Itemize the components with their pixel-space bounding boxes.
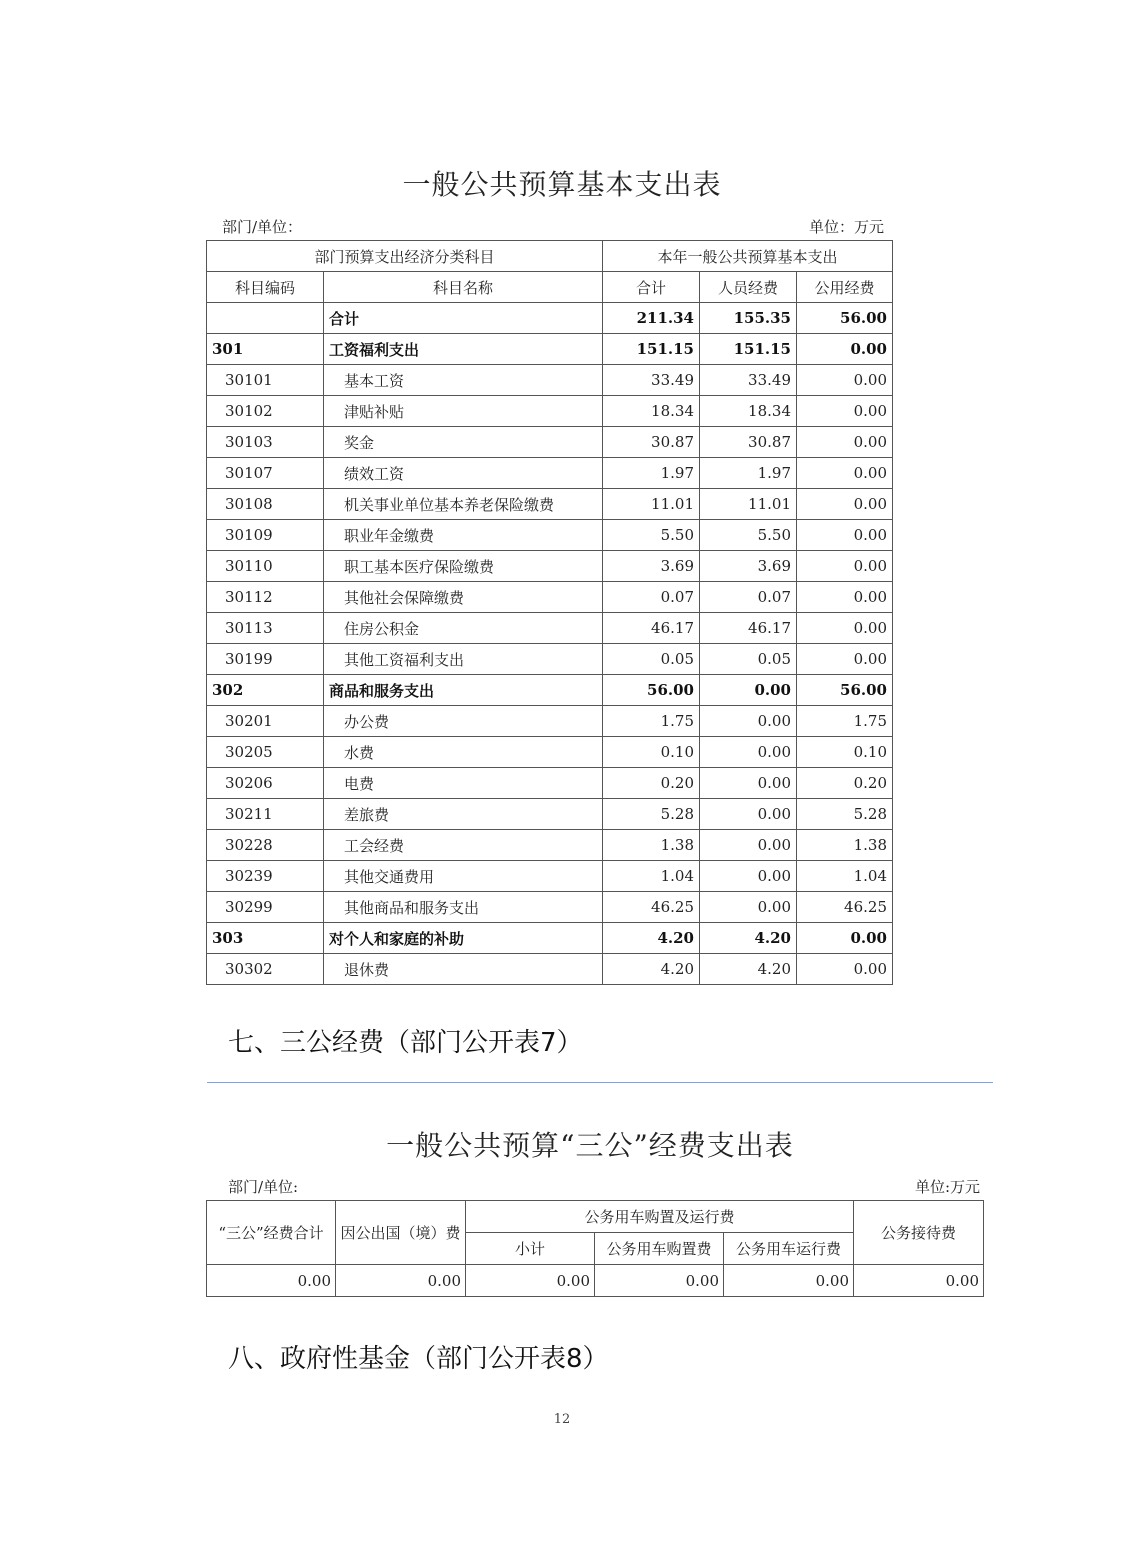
row-total: 11.01 — [603, 489, 700, 520]
basic-expenditure-table — [206, 240, 893, 985]
row-code: 30205 — [207, 737, 324, 768]
row-name: 其他商品和服务支出 — [324, 892, 603, 923]
row-code: 30228 — [207, 830, 324, 861]
value-three-total: 0.00 — [207, 1265, 336, 1297]
table-row — [207, 582, 893, 613]
table-row — [207, 954, 893, 985]
table-row — [207, 799, 893, 830]
row-code: 30302 — [207, 954, 324, 985]
section7-heading: 七、三公经费（部门公开表7） — [228, 1028, 583, 1058]
row-total: 33.49 — [603, 365, 700, 396]
row-name: 工会经费 — [324, 830, 603, 861]
row-total: 30.87 — [603, 427, 700, 458]
col-header-subtotal: 小计 — [466, 1233, 595, 1265]
divider-line — [207, 1082, 993, 1083]
row-total: 56.00 — [603, 675, 700, 706]
row-public: 0.00 — [797, 923, 893, 954]
row-total: 211.34 — [603, 303, 700, 334]
row-total: 0.05 — [603, 644, 700, 675]
row-personnel: 1.97 — [700, 458, 797, 489]
row-code: 30110 — [207, 551, 324, 582]
table-row — [207, 675, 893, 706]
table-row — [207, 303, 893, 334]
col-header-total: 合计 — [603, 272, 700, 303]
page-number: 12 — [553, 1412, 571, 1427]
row-total: 46.17 — [603, 613, 700, 644]
row-personnel: 0.00 — [700, 830, 797, 861]
header-group-right: 本年一般公共预算基本支出 — [603, 241, 893, 272]
row-name: 其他交通费用 — [324, 861, 603, 892]
row-public: 1.04 — [797, 861, 893, 892]
row-public: 0.00 — [797, 582, 893, 613]
table-row — [207, 396, 893, 427]
row-name: 退休费 — [324, 954, 603, 985]
row-code: 303 — [207, 923, 324, 954]
three-public-expenses-table — [206, 1200, 984, 1297]
table-row — [207, 830, 893, 861]
table-row — [207, 365, 893, 396]
row-code: 30102 — [207, 396, 324, 427]
row-personnel: 4.20 — [700, 954, 797, 985]
row-total: 1.38 — [603, 830, 700, 861]
row-name: 津贴补贴 — [324, 396, 603, 427]
row-total: 1.75 — [603, 706, 700, 737]
col-header-name: 科目名称 — [324, 272, 603, 303]
row-total: 0.20 — [603, 768, 700, 799]
row-personnel: 33.49 — [700, 365, 797, 396]
table-row — [207, 892, 893, 923]
row-personnel: 0.00 — [700, 737, 797, 768]
table-row — [207, 427, 893, 458]
value-vehicle-operation: 0.00 — [724, 1265, 854, 1297]
row-name: 其他社会保障缴费 — [324, 582, 603, 613]
row-public: 56.00 — [797, 675, 893, 706]
row-personnel: 5.50 — [700, 520, 797, 551]
row-total: 4.20 — [603, 923, 700, 954]
row-personnel: 0.07 — [700, 582, 797, 613]
value-subtotal: 0.00 — [466, 1265, 595, 1297]
row-public: 0.00 — [797, 954, 893, 985]
table2-title: 一般公共预算“三公”经费支出表 — [386, 1129, 794, 1162]
row-total: 4.20 — [603, 954, 700, 985]
row-code — [207, 303, 324, 334]
row-code: 30239 — [207, 861, 324, 892]
row-total: 0.10 — [603, 737, 700, 768]
row-code: 30199 — [207, 644, 324, 675]
table1-unit-label: 单位：万元 — [808, 218, 884, 236]
row-name: 住房公积金 — [324, 613, 603, 644]
table-row — [207, 458, 893, 489]
table-row — [207, 551, 893, 582]
row-public: 0.00 — [797, 489, 893, 520]
row-code: 30113 — [207, 613, 324, 644]
row-name: 电费 — [324, 768, 603, 799]
row-name: 办公费 — [324, 706, 603, 737]
row-public: 46.25 — [797, 892, 893, 923]
row-code: 30299 — [207, 892, 324, 923]
row-name: 职业年金缴费 — [324, 520, 603, 551]
row-public: 56.00 — [797, 303, 893, 334]
row-total: 1.04 — [603, 861, 700, 892]
row-personnel: 0.00 — [700, 861, 797, 892]
row-public: 0.10 — [797, 737, 893, 768]
row-total: 46.25 — [603, 892, 700, 923]
row-public: 0.20 — [797, 768, 893, 799]
row-public: 0.00 — [797, 427, 893, 458]
row-code: 30112 — [207, 582, 324, 613]
table-row — [207, 706, 893, 737]
row-personnel: 0.00 — [700, 892, 797, 923]
col-header-public: 公用经费 — [797, 272, 893, 303]
table-row — [207, 737, 893, 768]
value-vehicle-purchase: 0.00 — [595, 1265, 724, 1297]
col-header-personnel: 人员经费 — [700, 272, 797, 303]
table1-dept-label: 部门/单位： — [222, 218, 303, 236]
col-header-vehicle-purchase: 公务用车购置费 — [595, 1233, 724, 1265]
col-header-abroad: 因公出国（境）费 — [336, 1201, 466, 1265]
col-header-reception: 公务接待费 — [854, 1201, 984, 1265]
row-personnel: 0.00 — [700, 799, 797, 830]
row-code: 30109 — [207, 520, 324, 551]
row-personnel: 46.17 — [700, 613, 797, 644]
row-public: 0.00 — [797, 551, 893, 582]
table-row — [207, 644, 893, 675]
value-reception: 0.00 — [854, 1265, 984, 1297]
table2-unit-label: 单位:万元 — [914, 1178, 980, 1196]
row-total: 3.69 — [603, 551, 700, 582]
table-row — [207, 489, 893, 520]
section8-heading: 八、政府性基金（部门公开表8） — [228, 1344, 609, 1374]
header-group-left: 部门预算支出经济分类科目 — [207, 241, 603, 272]
col-header-code: 科目编码 — [207, 272, 324, 303]
row-name: 机关事业单位基本养老保险缴费 — [324, 489, 603, 520]
row-code: 30206 — [207, 768, 324, 799]
row-total: 5.50 — [603, 520, 700, 551]
table1-body — [207, 303, 893, 985]
row-personnel: 11.01 — [700, 489, 797, 520]
row-total: 18.34 — [603, 396, 700, 427]
row-name: 工资福利支出 — [324, 334, 603, 365]
table-row — [207, 613, 893, 644]
table-row — [207, 520, 893, 551]
table2-dept-label: 部门/单位: — [228, 1178, 299, 1196]
row-total: 0.07 — [603, 582, 700, 613]
row-public: 0.00 — [797, 458, 893, 489]
row-personnel: 18.34 — [700, 396, 797, 427]
row-personnel: 4.20 — [700, 923, 797, 954]
row-public: 0.00 — [797, 520, 893, 551]
row-code: 30201 — [207, 706, 324, 737]
row-public: 1.75 — [797, 706, 893, 737]
row-code: 30107 — [207, 458, 324, 489]
table-row — [207, 861, 893, 892]
row-personnel: 151.15 — [700, 334, 797, 365]
row-public: 5.28 — [797, 799, 893, 830]
row-name: 合计 — [324, 303, 603, 334]
col-header-three-total: “三公”经费合计 — [207, 1201, 336, 1265]
row-public: 0.00 — [797, 334, 893, 365]
row-public: 0.00 — [797, 365, 893, 396]
row-personnel: 30.87 — [700, 427, 797, 458]
row-personnel: 0.05 — [700, 644, 797, 675]
row-name: 职工基本医疗保险缴费 — [324, 551, 603, 582]
row-code: 30101 — [207, 365, 324, 396]
row-name: 基本工资 — [324, 365, 603, 396]
row-personnel: 3.69 — [700, 551, 797, 582]
row-public: 0.00 — [797, 396, 893, 427]
row-personnel: 0.00 — [700, 768, 797, 799]
row-name: 对个人和家庭的补助 — [324, 923, 603, 954]
table1-title: 一般公共预算基本支出表 — [402, 168, 722, 201]
row-total: 5.28 — [603, 799, 700, 830]
col-header-vehicle-group: 公务用车购置及运行费 — [466, 1201, 854, 1233]
row-public: 0.00 — [797, 613, 893, 644]
row-name: 绩效工资 — [324, 458, 603, 489]
table-row — [207, 923, 893, 954]
row-public: 0.00 — [797, 644, 893, 675]
row-total: 1.97 — [603, 458, 700, 489]
row-name: 其他工资福利支出 — [324, 644, 603, 675]
row-personnel: 0.00 — [700, 675, 797, 706]
row-public: 1.38 — [797, 830, 893, 861]
row-total: 151.15 — [603, 334, 700, 365]
col-header-vehicle-operation: 公务用车运行费 — [724, 1233, 854, 1265]
row-personnel: 0.00 — [700, 706, 797, 737]
table-row — [207, 768, 893, 799]
table-row — [207, 334, 893, 365]
row-name: 差旅费 — [324, 799, 603, 830]
row-code: 301 — [207, 334, 324, 365]
row-name: 奖金 — [324, 427, 603, 458]
row-name: 水费 — [324, 737, 603, 768]
row-personnel: 155.35 — [700, 303, 797, 334]
value-abroad: 0.00 — [336, 1265, 466, 1297]
row-code: 302 — [207, 675, 324, 706]
row-code: 30108 — [207, 489, 324, 520]
row-name: 商品和服务支出 — [324, 675, 603, 706]
row-code: 30103 — [207, 427, 324, 458]
row-code: 30211 — [207, 799, 324, 830]
